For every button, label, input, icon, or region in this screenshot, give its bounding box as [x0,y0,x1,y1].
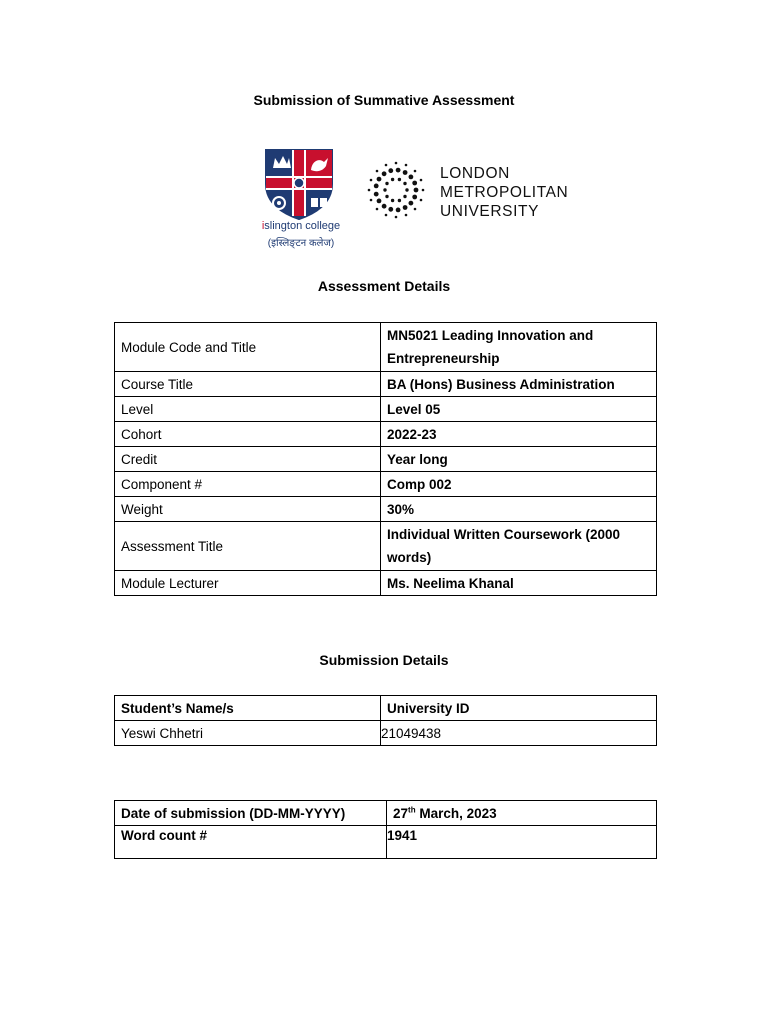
row-label: Module Code and Title [115,323,381,372]
row-value: Level 05 [381,397,657,422]
date-of-submission-label: Date of submission (DD-MM-YYYY) [115,801,387,826]
table-row [115,372,657,397]
date-of-submission-value: 27th March, 2023 [387,801,657,826]
islington-college-nepali-name: (इस्लिङ्टन कलेज) [267,238,335,249]
university-id: 21049438 [381,721,657,746]
row-label: Component # [115,472,381,497]
lmu-wordmark [440,164,568,221]
word-count-value: 1941 [387,826,657,859]
row-value: Ms. Neelima Khanal [381,571,657,596]
islington-crest-icon [264,148,334,220]
word-count-label: Word count # [115,826,387,859]
table-row [115,397,657,422]
row-label: Weight [115,497,381,522]
student-name: Yeswi Chhetri [115,721,381,746]
logo-area [236,146,576,254]
row-value: BA (Hons) Business Administration [381,372,657,397]
row-value: Comp 002 [381,472,657,497]
row-label: Course Title [115,372,381,397]
row-label: Level [115,397,381,422]
london-metropolitan-university-logo [366,160,576,220]
assessment-details-heading: Assessment Details [317,278,451,294]
submission-details-heading: Submission Details [319,652,449,668]
table-row [115,721,657,746]
university-id-header: University ID [381,696,657,721]
row-value: 30% [381,497,657,522]
row-label: Assessment Title [115,522,381,571]
table-row [115,801,657,826]
table-row [115,323,657,372]
lmu-line-1: LONDON [440,165,510,182]
row-value: MN5021 Leading Innovation and Entrepreneurship [381,323,657,372]
table-row [115,497,657,522]
table-row [115,422,657,447]
row-value: Individual Written Coursework (2000 words) [381,522,657,571]
row-label: Cohort [115,422,381,447]
student-details-table [114,695,657,746]
lmu-dot-ring-icon [366,160,426,220]
student-name-header: Student’s Name/s [115,696,381,721]
table-row [115,826,657,859]
lmu-line-2: METROPOLITAN [440,184,569,201]
assessment-details-table [114,322,657,596]
table-row [115,472,657,497]
row-value: Year long [381,447,657,472]
row-label: Module Lecturer [115,571,381,596]
table-row [115,522,657,571]
lmu-line-3: UNIVERSITY [440,203,540,220]
submission-info-table [114,800,657,859]
document-title: Submission of Summative Assessment [253,92,515,108]
table-row [115,571,657,596]
islington-college-name: islington college [261,220,341,232]
row-value: 2022-23 [381,422,657,447]
islington-college-logo [236,146,366,254]
table-row [115,447,657,472]
table-row [115,696,657,721]
row-label: Credit [115,447,381,472]
